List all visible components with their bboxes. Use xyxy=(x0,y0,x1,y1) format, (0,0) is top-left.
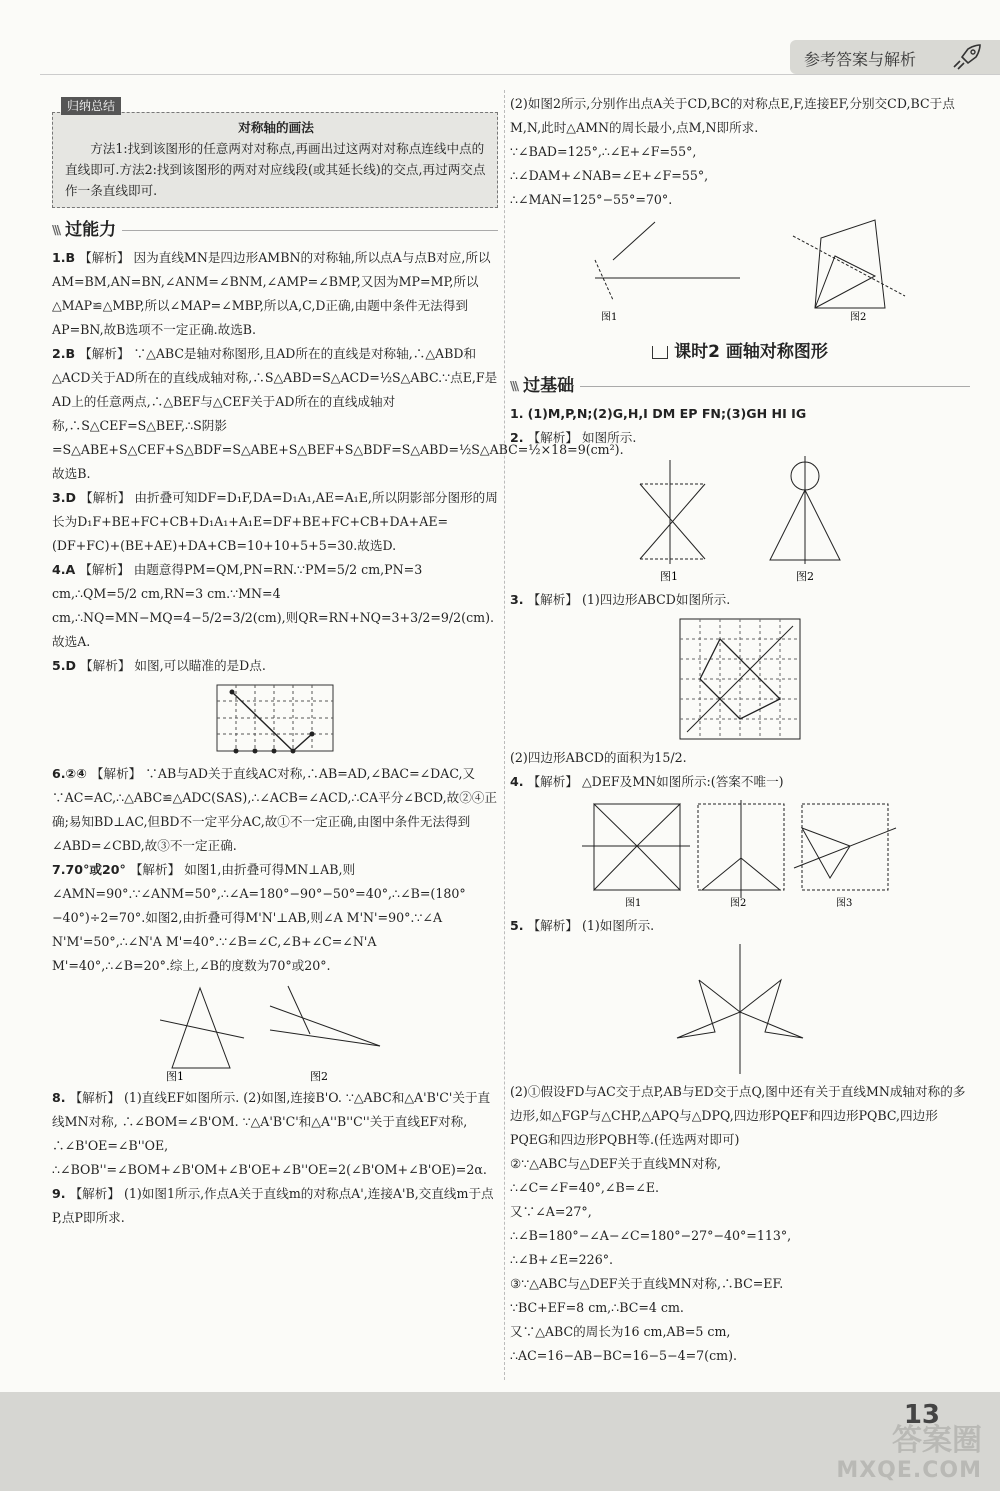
answer-item: 1.B 【解析】 因为直线MN是四边形AMBN的对称轴,所以点A与点B对应,所以AM=BM,AN=BN,∠ANM=∠BNM,∠AMP=∠BMP,又因为MP=MP,所以△MAP≌△MBP,所以∠MAP=∠MBP,所以A,C,D正确,由题中条件无法得到AP=BN,故B选项不一定正确.故选B. xyxy=(52,250,491,337)
page-header xyxy=(790,40,1000,74)
right-column xyxy=(510,92,970,1368)
watermark-site: MXQE.COM xyxy=(836,1458,982,1483)
watermark-logo: 答案圈 xyxy=(892,1423,982,1458)
answer-item: ∵BC+EF=8 cm,∴BC=4 cm. xyxy=(510,1300,684,1315)
fig-label-2: 图2 xyxy=(796,570,814,583)
figure-grid-q5 xyxy=(52,682,498,758)
section-heading-basics: \\\ 过基础 xyxy=(510,374,970,398)
answer-item: 4. 【解析】 △DEF及MN如图所示:(答案不唯一) xyxy=(510,774,784,789)
figure-basics-q5 xyxy=(510,942,970,1076)
answer-item: 4.A 【解析】 由题意得PM=QM,PN=RN.∵PM=5/2 cm,PN=3 cm,∴QM=5/2 cm,RN=3 cm.∵MN=4 cm,∴NQ=MN−MQ=4−5/2=3/2(cm),则QR=RN+NQ=3+3/2=9/2(cm).故选A. xyxy=(52,562,495,649)
answer-item: 3.D 【解析】 由折叠可知DF=D₁F,DA=D₁A₁,AE=A₁E,所以阴影部分图形的周长为D₁F+BE+FC+CB+D₁A₁+A₁E=DF+BE+FC+CB+DA+AE=(DF+FC)+(BE+AE)+DA+CB=10+10+5+5=30.故选D. xyxy=(52,490,498,553)
fig-label-3: 图3 xyxy=(836,898,853,909)
answer-item: ③∵△ABC与△DEF关于直线MN对称,∴BC=EF. xyxy=(510,1276,784,1291)
answer-item: (2)①假设FD与AC交于点P,AB与ED交于点Q,图中还有关于直线MN成轴对称的多边形,如△FGP与△CHP,△APQ与△DPQ,四边形PQEF和四边形PQBC,四边形PQEG和四边形PQBH等.(任选两对即可) xyxy=(510,1084,966,1147)
text-line: (2)如图2所示,分别作出点A关于CD,BC的对称点E,F,连接EF,分别交CD,BC于点M,N,此时△AMN的周长最小,点M,N即所求. xyxy=(510,96,955,135)
section-marker-icon: \\\ xyxy=(510,379,518,393)
figure-basics-q2 xyxy=(510,454,970,584)
fig-label-1: 图1 xyxy=(625,898,642,909)
answer-item: ∴∠B+∠E=226°. xyxy=(510,1252,614,1267)
section-heading-ability: \\\ 过能力 xyxy=(52,218,498,242)
answer-item: 又∵△ABC的周长为16 cm,AB=5 cm, xyxy=(510,1324,731,1339)
rocket-icon xyxy=(950,43,982,71)
fig-label-2: 图2 xyxy=(730,898,747,909)
header-rule xyxy=(40,74,1000,75)
fig-label-2: 图2 xyxy=(850,312,867,323)
text-line: ∵∠BAD=125°,∴∠E+∠F=55°, xyxy=(510,144,697,159)
summary-body: 方法1:找到该图形的任意两对对称点,再画出过这两对对称点连线中点的直线即可.方法2:找到该图形的两对对应线段(或其延长线)的交点,再过两交点作一条直线即可. xyxy=(65,141,486,198)
answer-item: ∴∠B=180°−∠A−∠C=180°−27°−40°=113°, xyxy=(510,1228,792,1243)
fig-label-1: 图1 xyxy=(166,1070,184,1082)
page-number: 13 xyxy=(903,1400,940,1430)
header-title: 参考答案与解析 xyxy=(804,50,917,69)
text-line: ∴∠MAN=125°−55°=70°. xyxy=(510,192,673,207)
answer-item: 1. (1)M,P,N;(2)G,H,I DM EP FN;(3)GH HI IG xyxy=(510,406,807,421)
book-icon xyxy=(652,346,668,359)
figure-basics-q3 xyxy=(510,616,970,742)
fig-label-1: 图1 xyxy=(660,570,678,583)
lesson-heading: 课时2 画轴对称图形 xyxy=(510,340,970,364)
answer-item: ∴∠C=∠F=40°,∠B=∠E. xyxy=(510,1180,660,1195)
answer-item: 又∵∠A=27°, xyxy=(510,1204,592,1219)
fig-label-2: 图2 xyxy=(310,1070,328,1082)
answer-item: 2.B 【解析】 ∵△ABC是轴对称图形,且AD所在的直线是对称轴,∴△ABD和△ACD关于AD所在的直线成轴对称,∴S△ABD=S△ACD=½S△ABC.∵点E,F是AD上的任意两点,∴△BEF与△CEF关于AD所在的直线成轴对称,∴S△CEF=S△BEF,∴S阴影=S△ABE+S△CEF+S△BDF=S△ABE+S△BEF+S△BDF=S△ABD=½S△ABC=½×18=9(cm²).故选B. xyxy=(52,346,624,481)
fig-label-1: 图1 xyxy=(601,312,618,323)
text-line: ∴∠DAM+∠NAB=∠E+∠F=55°, xyxy=(510,168,709,183)
figure-basics-q4 xyxy=(510,798,970,910)
answer-item: 7.70°或20° 【解析】 如图1,由折叠可得MN⊥AB,则∠AMN=90°.∵∠ANM=50°,∴∠A=180°−90°−50°=40°,∴∠B=(180°−40°)÷2=70°.如图2,由折叠可得M'N'⊥AB,则∠A M'N'=90°.∵∠A N'M'=50°,∴∠N'A M'=40°.∵∠B=∠C,∠B+∠C=∠N'A M'=40°,∴∠B=20°.综上,∠B的度数为70°或20°. xyxy=(52,862,466,973)
column-divider xyxy=(504,90,505,1380)
answer-item: ∴AC=16−AB−BC=16−5−4=7(cm). xyxy=(510,1348,737,1363)
answer-item: 8. 【解析】 (1)直线EF如图所示. (2)如图,连接B'O. ∵△ABC和△A'B'C'关于直线MN对称, ∴∠BOM=∠B'OM. ∵△A'B'C'和△A''B''C''关于直线EF对称, ∴∠B'OE=∠B''OE, ∴∠BOB''=∠BOM+∠B'OM+∠B'OE+∠B''OE=2(∠B'OM+∠B'OE)=2α. xyxy=(52,1090,491,1177)
figure-q7 xyxy=(52,982,498,1082)
summary-box xyxy=(52,99,498,208)
summary-title: 对称轴的画法 xyxy=(238,120,314,135)
answer-item: 6.②④ 【解析】 ∵AB与AD关于直线AC对称,∴AB=AD,∠BAC=∠DAC,又∵AC=AC,∴△ABC≌△ADC(SAS),∴∠ACB=∠ACD,∴CA平分∠BCD,故②④正确;易知BD⊥AC,但BD不一定平分AC,故①不一定正确,由图中条件无法得到∠ABD=∠CBD,故③不一定正确. xyxy=(52,766,497,853)
answer-item: (2)四边形ABCD的面积为15/2. xyxy=(510,750,687,765)
answer-item: 5. 【解析】 (1)如图所示. xyxy=(510,918,655,933)
section-marker-icon: \\\ xyxy=(52,223,60,237)
answer-item: 3. 【解析】 (1)四边形ABCD如图所示. xyxy=(510,592,731,607)
answer-item: 2. 【解析】 如图所示. xyxy=(510,430,637,445)
answer-item: 9. 【解析】 (1)如图1所示,作点A关于直线m的对称点A',连接A'B,交直线m于点P,点P即所求. xyxy=(52,1186,494,1225)
answer-item: 5.D 【解析】 如图,可以瞄准的是D点. xyxy=(52,658,266,673)
summary-tag: 归纳总结 xyxy=(61,97,121,115)
figure-q9 xyxy=(510,216,970,326)
answer-item: ②∵△ABC与△DEF关于直线MN对称, xyxy=(510,1156,721,1171)
